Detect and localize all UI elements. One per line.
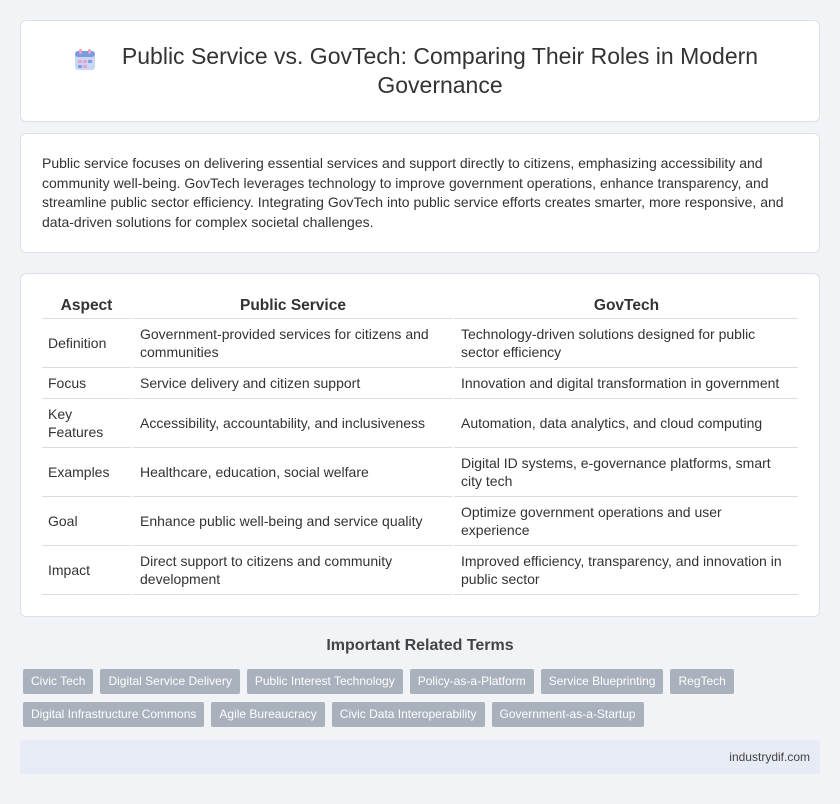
row-govtech: Digital ID systems, e-governance platforms, smart city tech — [452, 448, 798, 497]
footer-site-link[interactable]: industrydif.com — [729, 750, 810, 764]
row-public-service: Enhance public well-being and service quality — [131, 497, 452, 546]
row-aspect: Examples — [42, 448, 131, 497]
tag-digital-service-delivery[interactable]: Digital Service Delivery — [100, 669, 239, 694]
row-aspect: Definition — [42, 319, 131, 368]
row-govtech: Automation, data analytics, and cloud computing — [452, 399, 798, 448]
comparison-table-card — [20, 273, 820, 617]
tag-public-interest-technology[interactable]: Public Interest Technology — [247, 669, 403, 694]
tag-regtech[interactable]: RegTech — [670, 669, 733, 694]
tag-civic-data-interoperability[interactable]: Civic Data Interoperability — [332, 702, 485, 727]
table-header-row — [42, 293, 798, 319]
table-row — [42, 319, 798, 368]
page-title: Public Service vs. GovTech: Comparing Their Roles in Modern Governance — [121, 43, 759, 98]
related-terms-tags — [23, 669, 803, 727]
row-public-service: Direct support to citizens and community development — [131, 546, 452, 595]
tag-government-as-a-startup[interactable]: Government-as-a-Startup — [492, 702, 644, 727]
tag-agile-bureaucracy[interactable]: Agile Bureaucracy — [211, 702, 324, 727]
row-public-service: Service delivery and citizen support — [131, 368, 452, 399]
row-public-service: Healthcare, education, social welfare — [131, 448, 452, 497]
row-aspect: Impact — [42, 546, 131, 595]
related-terms-title: Important Related Terms — [326, 637, 514, 654]
row-govtech: Optimize government operations and user experience — [452, 497, 798, 546]
row-govtech: Innovation and digital transformation in government — [452, 368, 798, 399]
header-card — [20, 20, 820, 122]
row-public-service: Government-provided services for citizens and communities — [131, 319, 452, 368]
tag-civic-tech[interactable]: Civic Tech — [23, 669, 93, 694]
tag-service-blueprinting[interactable]: Service Blueprinting — [541, 669, 664, 694]
row-aspect: Focus — [42, 368, 131, 399]
row-aspect: Key Features — [42, 399, 131, 448]
row-govtech: Improved efficiency, transparency, and innovation in public sector — [452, 546, 798, 595]
tag-policy-as-a-platform[interactable]: Policy-as-a-Platform — [410, 669, 534, 694]
footer — [20, 740, 820, 774]
header-aspect: Aspect — [42, 293, 131, 319]
comparison-table — [42, 293, 798, 595]
row-public-service: Accessibility, accountability, and inclusiveness — [131, 399, 452, 448]
intro-card — [20, 133, 820, 253]
table-row — [42, 497, 798, 546]
header-govtech: GovTech — [452, 293, 798, 319]
table-row — [42, 448, 798, 497]
table-row — [42, 546, 798, 595]
row-aspect: Goal — [42, 497, 131, 546]
row-govtech: Technology-driven solutions designed for public sector efficiency — [452, 319, 798, 368]
table-row — [42, 399, 798, 448]
table-row — [42, 368, 798, 399]
intro-paragraph: Public service focuses on delivering essential services and support directly to citizens, emphasizing accessibility and community well-being. GovTech leverages technology to improve government operations, enhance transparency, and streamline public sector efficiency. Integrating GovTech into public service efforts creates smarter, more responsive, and data-driven solutions for complex societal challenges. — [42, 155, 784, 230]
tag-digital-infrastructure-commons[interactable]: Digital Infrastructure Commons — [23, 702, 204, 727]
header-public-service: Public Service — [131, 293, 452, 319]
